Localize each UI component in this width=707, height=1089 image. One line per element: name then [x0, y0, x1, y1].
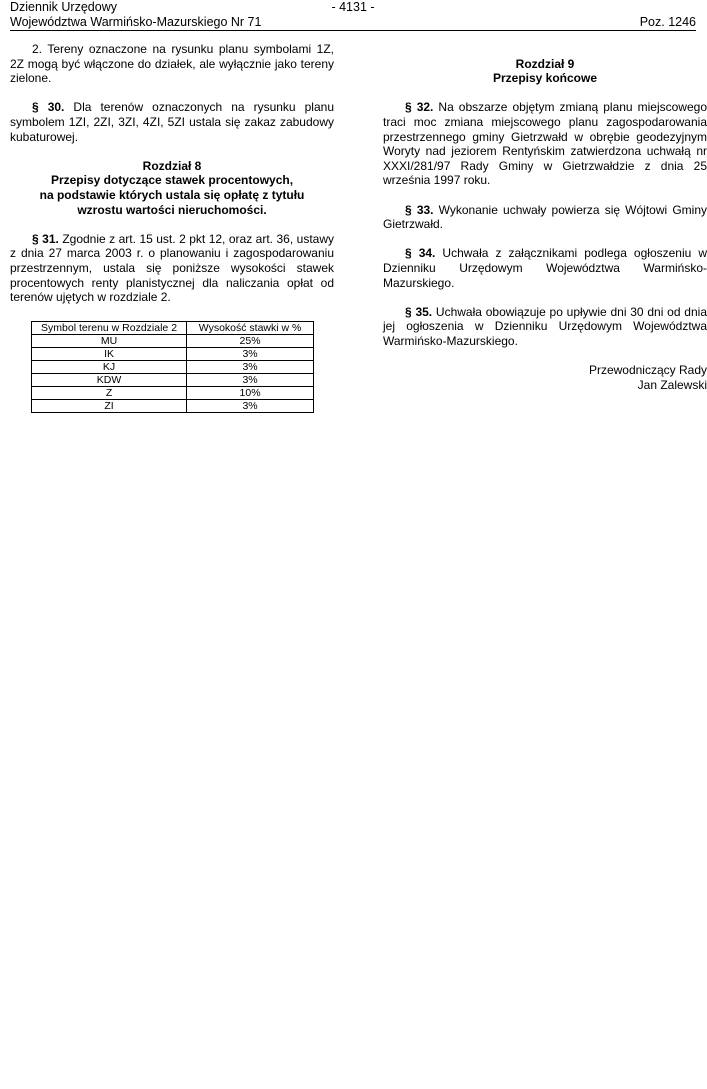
signature-name: Jan Zalewski — [637, 377, 707, 392]
section-30-number: § 30. — [32, 100, 65, 115]
section-35-number: § 35. — [405, 304, 433, 319]
page-number: - 4131 - — [331, 0, 375, 14]
chapter-8-heading-line2: na podstawie których ustala się opłatę z tytułu — [39, 187, 305, 202]
section-33-text: Wykonanie uchwały powierza się Wójtowi Gminy Gietrzwałd. — [383, 202, 707, 232]
section-34-number: § 34. — [405, 246, 436, 261]
cell-symbol: ZI — [32, 399, 187, 412]
paragraph-green-areas: 2. Tereny oznaczone na rysunku planu symbolami 1Z, 2Z mogą być włączone do działek, ale wyłącznie jako tereny zielone. — [10, 42, 334, 86]
cell-symbol: KJ — [32, 360, 187, 373]
chapter-9-heading: Przepisy końcowe — [492, 71, 598, 86]
section-34 — [383, 246, 707, 290]
section-31 — [10, 232, 334, 305]
cell-symbol: Z — [32, 386, 187, 399]
section-35-text: Uchwała obowiązuje po upływie dni 30 dni od dnia jej ogłoszenia w Dzienniku Urzędowym Województwa Warmińsko-Mazurskiego. — [383, 304, 707, 348]
chapter-9-title: Rozdział 9 — [515, 56, 575, 71]
section-31-number: § 31. — [32, 231, 59, 246]
chapter-8-heading-line1: Przepisy dotyczące stawek procentowych, — [50, 173, 294, 188]
cell-rate: 3% — [187, 347, 314, 360]
section-35 — [383, 305, 707, 349]
cell-rate: 3% — [187, 373, 314, 386]
cell-rate: 3% — [187, 399, 314, 412]
page-header — [10, 0, 696, 31]
cell-rate: 25% — [187, 334, 314, 347]
column-header-rate: Wysokość stawki w % — [187, 321, 314, 334]
journal-title-line2: Województwa Warmińsko-Mazurskiego Nr 71 — [10, 15, 262, 29]
chapter-8-title: Rozdział 8 — [142, 158, 202, 173]
table-row — [32, 347, 314, 360]
cell-symbol: MU — [32, 334, 187, 347]
table-row — [32, 360, 314, 373]
cell-rate: 3% — [187, 360, 314, 373]
section-33 — [383, 203, 707, 232]
table-row — [32, 386, 314, 399]
section-32 — [383, 100, 707, 188]
table-row — [32, 399, 314, 412]
section-34-text: Uchwała z załącznikami podlega ogłoszeniu w Dzienniku Urzędowym Województwa Warmińsko-Mazurskiego. — [383, 246, 707, 290]
table-row — [32, 373, 314, 386]
table-row — [32, 334, 314, 347]
right-column — [383, 42, 707, 392]
section-30 — [10, 100, 334, 144]
section-32-text: Na obszarze objętym zmianą planu miejscowego traci moc zmiana miejscowego planu zagospodarowania przestrzennego gminy Gietrzwałd w obrębie geodezyjnym Woryty nad jeziorem Rentyńskim zatwierdzona uchwałą nr XXXI/281/97 Rady Gminy w Gietrzwałdzie z dnia 25 września 1997 roku. — [383, 100, 707, 188]
position-number: Poz. 1246 — [639, 15, 696, 29]
section-31-text: Zgodnie z art. 15 ust. 2 pkt 12, oraz art. 36, ustawy z dnia 27 marca 2003 r. o planowaniu i zagospodarowaniu przestrzennym, ustala się poniższe wysokości stawek procentowych renty planistycznej dla naliczania opłat od terenów ujętych w rozdziale 2. — [10, 231, 334, 305]
section-32-number: § 32. — [405, 100, 434, 115]
cell-symbol: KDW — [32, 373, 187, 386]
section-30-text: Dla terenów oznaczonych na rysunku planu symbolem 1ZI, 2ZI, 3ZI, 4ZI, 5ZI ustala się zakaz zabudowy kubaturowej. — [10, 100, 334, 144]
signature-role: Przewodniczący Rady — [588, 363, 707, 378]
table-header-row — [32, 321, 314, 334]
column-header-symbol: Symbol terenu w Rozdziale 2 — [32, 321, 187, 334]
journal-title-line1: Dziennik Urzędowy — [10, 0, 117, 14]
chapter-8-heading-line3: wzrostu wartości nieruchomości. — [77, 202, 267, 217]
cell-symbol: IK — [32, 347, 187, 360]
section-33-number: § 33. — [405, 202, 434, 217]
rates-table — [31, 321, 314, 413]
cell-rate: 10% — [187, 386, 314, 399]
left-column — [10, 42, 334, 413]
